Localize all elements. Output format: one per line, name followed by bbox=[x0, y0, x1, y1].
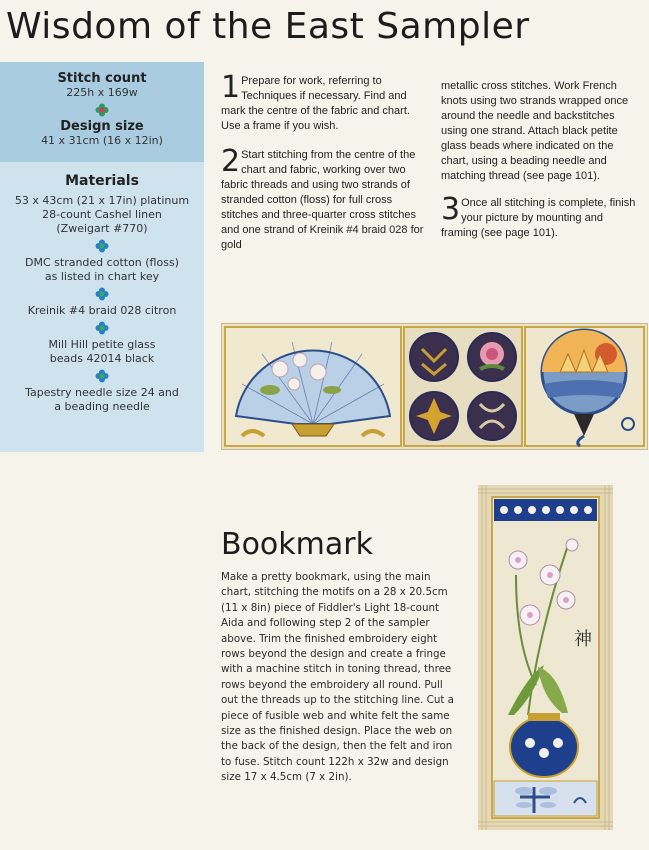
step-2 bbox=[221, 144, 425, 253]
step-2-continued: metallic cross stitches. Work French knots using two strands wrapped once around the needle and backstitches using one strand. Attach black petite glass beads where indicated on the chart, using a beading needle and matching thread (see page 101). bbox=[441, 80, 629, 182]
instructions-column-right bbox=[441, 79, 639, 241]
materials-sidebar bbox=[0, 62, 204, 452]
step-text: Once all stitching is complete, finish your picture by mounting and framing (see page 101). bbox=[441, 197, 636, 239]
step-number: 3 bbox=[441, 192, 461, 227]
bead-icon bbox=[95, 321, 109, 335]
materials-item: DMC stranded cotton (floss) as listed in chart key bbox=[25, 256, 179, 283]
page-title: Wisdom of the East Sampler bbox=[6, 6, 530, 47]
bead-icon bbox=[95, 369, 109, 383]
sampler-embroidery-illustration bbox=[222, 324, 647, 449]
sidebar-stats-panel bbox=[0, 62, 204, 162]
bead-icon bbox=[95, 239, 109, 253]
instructions-column-left bbox=[221, 70, 425, 253]
step-3 bbox=[441, 192, 639, 241]
materials-heading: Materials bbox=[65, 173, 139, 189]
step-number: 1 bbox=[221, 70, 241, 105]
materials-item: Kreinik #4 braid 028 citron bbox=[27, 304, 177, 317]
kanji-character: 神 bbox=[574, 629, 592, 650]
design-size-value: 41 x 31cm (16 x 12in) bbox=[41, 134, 163, 147]
design-size-label: Design size bbox=[60, 119, 144, 134]
bead-icon bbox=[95, 103, 109, 117]
bookmark-embroidery-photo bbox=[478, 485, 613, 830]
bookmark-title: Bookmark bbox=[221, 527, 373, 562]
step-text: Start stitching from the centre of the chart and fabric, working over two fabric threads and using two strands of stranded cotton (floss) for full cross stitches and three-quarter cross stitches and one strand of Kreinik #4 braid 028 for gold bbox=[221, 149, 424, 251]
bookmark-description: Make a pretty bookmark, using the main chart, stitching the motifs on a 28 x 20.5cm (11 x 8in) piece of Fiddler's Light 18-count Aida and following step 2 of the sampler above. Trim the finished embroidery eight rows beyond the design and create a fringe with a machine stitch in toning thread, three rows beyond the embroidery all round. Pull out the threads up to the stitching line. Cut a piece of fusible web and white felt the same size as the finished design. Place the web on the back of the design, then the felt and iron to fuse. Stitch count 122h x 32w and design size 17 x 4.5cm (7 x 2in). bbox=[221, 571, 454, 784]
materials-item: Mill Hill petite glass beads 42014 black bbox=[48, 338, 156, 365]
step-text: Prepare for work, referring to Techniques if necessary. Find and mark the centre of the fabric and chart. Use a frame if you wish. bbox=[221, 75, 410, 132]
stitch-count-value: 225h x 169w bbox=[66, 86, 138, 99]
stitch-count-label: Stitch count bbox=[57, 71, 147, 86]
step-number: 2 bbox=[221, 144, 241, 179]
sampler-embroidery-photo bbox=[221, 323, 648, 450]
materials-item: 53 x 43cm (21 x 17in) platinum 28-count Cashel linen (Zweigart #770) bbox=[14, 194, 190, 235]
step-1 bbox=[221, 70, 425, 134]
bead-icon bbox=[95, 287, 109, 301]
bookmark-illustration bbox=[478, 485, 613, 830]
materials-item: Tapestry needle size 24 and a beading needle bbox=[25, 386, 179, 413]
